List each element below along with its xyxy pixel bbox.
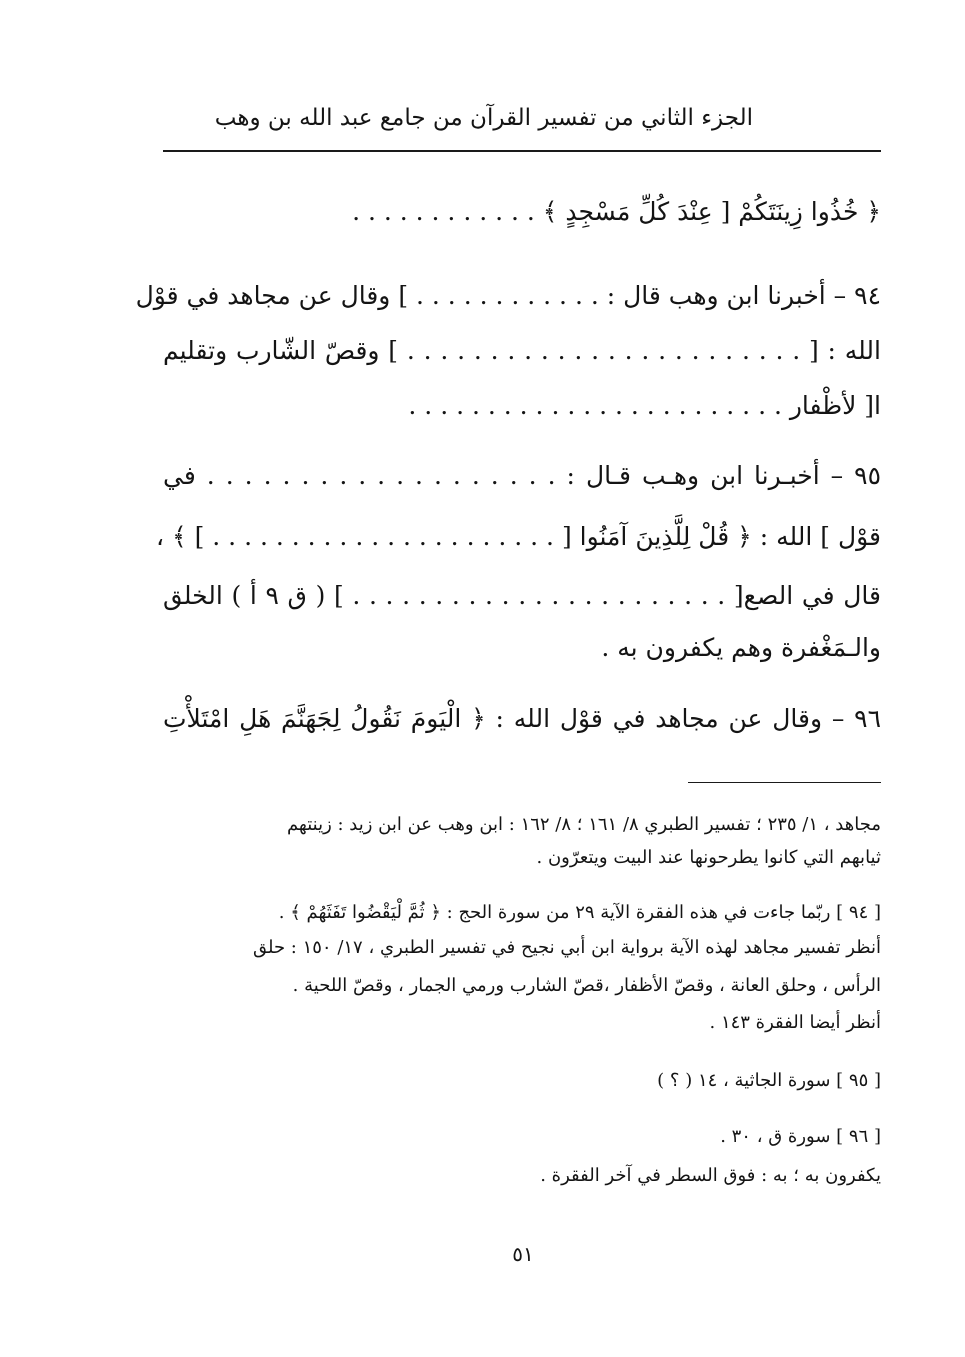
body-line-94-middle: الله : [ . . . . . . . . . . . . . . . . . . . . . . . . ] وقصّ الشّارب وتقليم xyxy=(163,336,881,365)
body-line-quran-verse: ﴿ خُذُوا زِينَتَكُمْ [ عِنْدَ كُلِّ مَسْجِدٍ ﴾ . . . . . . . . . . . . xyxy=(352,197,881,226)
footnote-line: الرأس ، وحلق العانة ، وقصّ الأظفار ،قصّ الشارب ورمي الجمار ، وقصّ اللحية . xyxy=(292,975,881,996)
footnote-line: أنظر تفسير مجاهد لهذه الآية برواية ابن أبي نجيح في تفسير الطبري ، ١٧/ ١٥٠ : حلق xyxy=(252,937,881,958)
footnote-line: ثيابهم التي كانوا يطرحونها عند البيت ويتعرّون . xyxy=(536,847,881,868)
body-line-94-start: ٩٤ – أخبرنا ابن وهب قال : . . . . . . . . . . . . ] وقال عن مجاهد في قوْل xyxy=(135,281,881,310)
header-rule xyxy=(163,150,881,152)
footnote-rule xyxy=(688,782,881,783)
footnote-line: يكفرون به ؛ به : فوق السطر في آخر الفقرة . xyxy=(540,1165,881,1186)
footnote-line-95: [ ٩٥ ] سورة الجاثية ، ١٤ ( ؟ ) xyxy=(657,1070,881,1091)
body-line-95-verse: قوْل ] الله : ﴿ قُلْ لِلَّذِينَ آمَنُوا [ . . . . . . . . . . . . . . . . . . . . . . ] ﴾ ، xyxy=(155,522,881,551)
body-line-94-end: ا[ لأظْفار . . . . . . . . . . . . . . . . . . . . . . . . xyxy=(408,391,881,420)
footnote-line-94: [ ٩٤ ] ربّما جاءت في هذه الفقرة الآية ٢٩ من سورة الحج : ﴿ ثُمَّ لْيَقْضُوا تَفَثَهُمْ ﴾ . xyxy=(278,902,881,923)
footnote-line: مجاهد ، ١/ ٢٣٥ ؛ تفسير الطبري ٨/ ١٦١ ؛ ٨/ ١٦٢ : ابن وهب عن ابن زيد : زينتهم xyxy=(286,814,881,835)
running-header-title: الجزء الثاني من تفسير القرآن من جامع عبد الله بن وهب xyxy=(214,105,753,131)
body-line-95-start: ٩٥ – أخبـرنا ابن وهـب قـال : . . . . . . . . . . . . . . . . . . . في xyxy=(163,461,881,490)
body-line-96: ٩٦ – وقال عن مجاهد في قوْل الله : ﴿ الْيَومَ نَقُولُ لِجَهَنَّمَ هَلِ امْتَلأْتِ xyxy=(163,704,881,733)
page-number: ٥١ xyxy=(512,1242,534,1266)
body-line-95-end: والـمَغْفرة وهم يكفرون به . xyxy=(601,633,881,662)
footnote-line: أنظر أيضا الفقرة ١٤٣ . xyxy=(709,1012,881,1033)
body-line-95-folio: قال في الصع[ . . . . . . . . . . . . . . . . . . . . . . . ] ( ق ٩ أ ) الخلق xyxy=(163,581,881,610)
footnote-line-96: [ ٩٦ ] سورة ق ، ٣٠ . xyxy=(720,1126,881,1147)
